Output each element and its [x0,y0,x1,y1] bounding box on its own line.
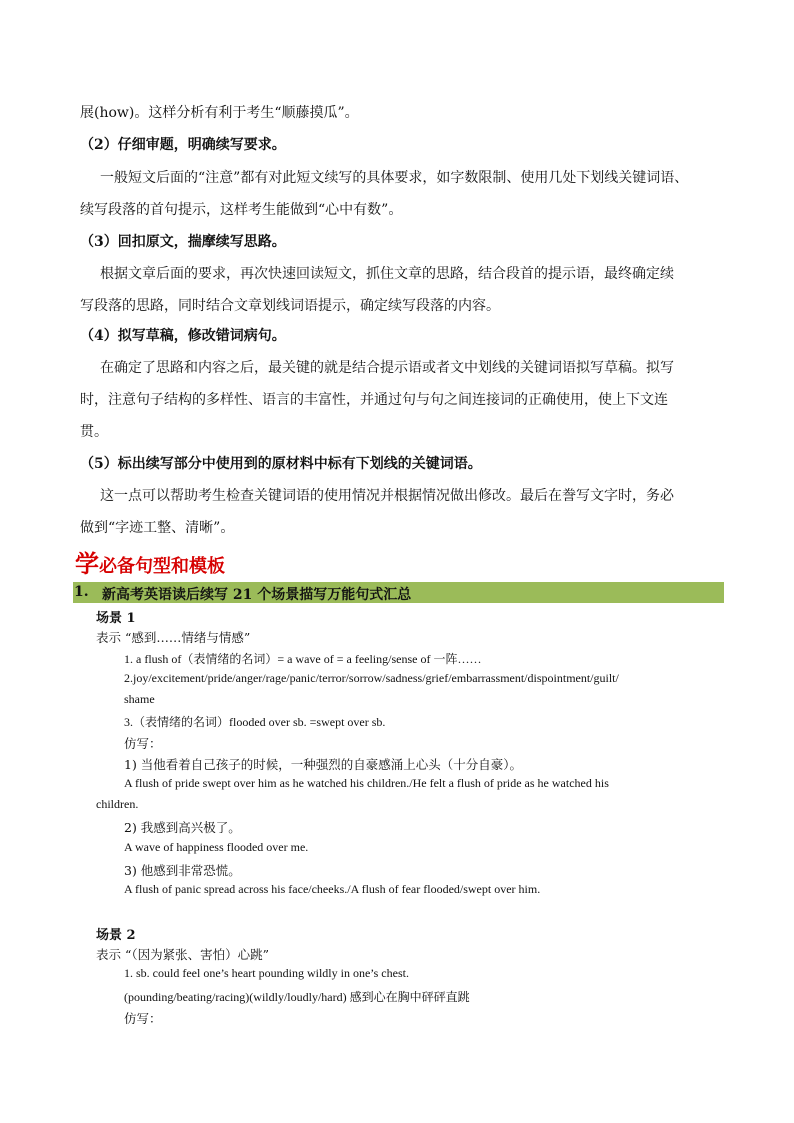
scene-1-line: 1. a flush of（表情绪的名词）= a wave of = a feeling/sense of 一阵…… [124,652,482,666]
section-title-rest: 必备句型和模板 [99,556,225,577]
step-2-line: 一般短文后面的“注意”都有对此短文续写的具体要求，如字数限制、使用几处下划线关键词语、 [100,170,689,186]
scene-1-line: 2) 我感到高兴极了。 [124,820,241,835]
step-5-heading: （5）标出续写部分中使用到的原材料中标有下划线的关键词语。 [80,456,482,472]
section-bar [73,582,724,603]
step-3-line: 写段落的思路，同时结合文章划线词语提示，确定续写段落的内容。 [80,298,500,314]
scene-2-line: 1. sb. could feel one’s heart pounding wildly in one’s chest. [124,966,409,980]
section-bar-number: 1. [74,584,89,600]
scene-1-line: 3.（表情绪的名词）flooded over sb. =swept over sb. [124,715,386,729]
scene-1-line: children. [96,797,139,811]
step-3-line: 根据文章后面的要求，再次快速回读短文，抓住文章的思路，结合段首的提示语，最终确定续 [100,266,674,282]
step-4-line: 贯。 [80,424,108,440]
scene-1-line: 仿写： [124,736,162,751]
scene-2-line: 仿写： [124,1011,162,1026]
scene-2-label: 场景 2 [96,928,136,943]
step-5-line: 做到“字迹工整、清晰”。 [80,520,235,536]
section-bar-text: 新高考英语读后续写 21 个场景描写万能句式汇总 [102,587,412,603]
intro-line: 展(how)。这样分析有利于考生“顺藤摸瓜”。 [80,105,359,121]
scene-1-line: shame [124,692,155,706]
step-2-heading: （2）仔细审题，明确续写要求。 [80,137,286,153]
section-title-first: 学 [75,549,99,578]
section-title [75,544,225,579]
step-3-heading: （3）回扣原文，揣摩续写思路。 [80,234,286,250]
step-4-line: 时，注意句子结构的多样性、语言的丰富性，并通过句与句之间连接词的正确使用，使上下文连 [80,392,668,408]
scene-1-desc: 表示 “感到……情绪与情感” [96,630,251,645]
scene-1-line: 1) 当他看着自己孩子的时候，一种强烈的自豪感涌上心头（十分自豪）。 [124,757,523,772]
scene-1-line: 3) 他感到非常恐慌。 [124,863,241,878]
step-5-line: 这一点可以帮助考生检查关键词语的使用情况并根据情况做出修改。最后在誊写文字时，务必 [100,488,674,504]
step-4-line: 在确定了思路和内容之后，最关键的就是结合提示语或者文中划线的关键词语拟写草稿。拟写 [100,360,674,376]
scene-2-desc: 表示 “（因为紧张、害怕）心跳” [96,947,270,962]
scene-1-line: A flush of panic spread across his face/cheeks./A flush of fear flooded/swept over him. [124,882,541,896]
scene-2-line: (pounding/beating/racing)(wildly/loudly/hard) 感到心在胸中砰砰直跳 [124,990,470,1004]
step-4-heading: （4）拟写草稿，修改错词病句。 [80,328,286,344]
step-2-line: 续写段落的首句提示，这样考生能做到“心中有数”。 [80,202,403,218]
scene-1-line: 2.joy/excitement/pride/anger/rage/panic/terror/sorrow/sadness/grief/embarrassment/dispointment/guilt/ [124,671,619,685]
scene-1-label: 场景 1 [96,611,136,626]
scene-1-line: A flush of pride swept over him as he watched his children./He felt a flush of pride as he watched his [124,776,609,790]
scene-1-line: A wave of happiness flooded over me. [124,840,309,854]
